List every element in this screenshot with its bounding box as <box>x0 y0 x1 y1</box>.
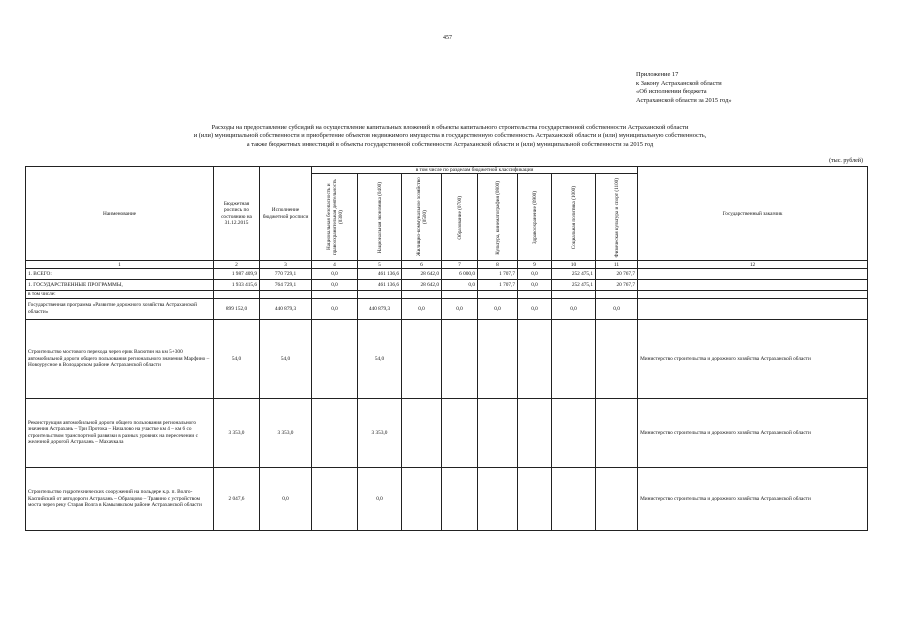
header-section-0400 <box>358 174 402 261</box>
section-label: Физическая культура и спорт (1100) <box>613 177 620 258</box>
empty-cell <box>596 467 638 530</box>
cell-executed: 3 353,0 <box>260 398 312 467</box>
appendix-line: Приложение 17 <box>636 71 679 78</box>
column-number: 7 <box>442 261 478 269</box>
row-name: Строительство гидротехнических сооружений на польдере к.р. п. Волго-Каспийский от автодороги Астрахань – Образцово – Травино с устройством моста через реку Старая Волга в Камызякском районе Астраханской области <box>26 467 214 530</box>
empty-cell <box>442 467 478 530</box>
cell-executed: 0,0 <box>260 467 312 530</box>
empty-cell <box>478 398 518 467</box>
column-number: 9 <box>518 261 552 269</box>
empty-cell <box>312 398 358 467</box>
section-label: Жилищно-коммунальное хозяйство (0500) <box>415 178 428 257</box>
cell-budget: 899 152,0 <box>214 298 260 319</box>
cell-0800: 1 707,7 <box>478 269 518 280</box>
header-section-0300 <box>312 174 358 261</box>
section-label: Национальная экономика (0400) <box>376 181 383 254</box>
empty-cell <box>442 319 478 398</box>
cell-budget: 2 047,6 <box>214 467 260 530</box>
cell-1100: 20 767,7 <box>596 269 638 280</box>
cell-0400: 461 136,6 <box>358 280 402 291</box>
cell-0300: 0,0 <box>312 280 358 291</box>
empty-cell <box>358 291 402 298</box>
cell-0900: 0,0 <box>518 298 552 319</box>
table-row-object <box>26 319 868 398</box>
cell-executed: 440 879,3 <box>260 298 312 319</box>
cell-customer: Министерство строительства и дорожного хозяйства Астраханской области <box>638 467 868 530</box>
cell-0700: 0,0 <box>442 280 478 291</box>
cell-0500: 28 642,0 <box>402 280 442 291</box>
header-section-0700 <box>442 174 478 261</box>
empty-cell <box>442 398 478 467</box>
header-section-0800 <box>478 174 518 261</box>
empty-cell <box>552 291 596 298</box>
cell-executed: 54,0 <box>260 319 312 398</box>
header-section-1000 <box>552 174 596 261</box>
empty-cell <box>552 467 596 530</box>
header-customer: Государственный заказчик <box>638 167 868 261</box>
cell-customer: Министерство строительства и дорожного хозяйства Астраханской области <box>638 398 868 467</box>
budget-table <box>25 166 868 531</box>
column-numbers-row <box>26 261 868 269</box>
empty-cell <box>518 319 552 398</box>
column-number: 11 <box>596 261 638 269</box>
column-number: 2 <box>214 261 260 269</box>
table-row-object <box>26 467 868 530</box>
cell-1100: 20 767,7 <box>596 280 638 291</box>
row-name: 1. ВСЕГО: <box>26 269 214 280</box>
cell-0700: 0,0 <box>442 298 478 319</box>
empty-cell <box>402 319 442 398</box>
column-number: 8 <box>478 261 518 269</box>
empty-cell <box>596 319 638 398</box>
cell-0900: 0,0 <box>518 269 552 280</box>
section-label: Здравоохранение (0900) <box>531 190 538 244</box>
cell-0900: 0,0 <box>518 280 552 291</box>
section-label: Культура, кинематография (0800) <box>494 180 501 255</box>
empty-cell <box>518 398 552 467</box>
empty-cell <box>596 291 638 298</box>
cell-0400: 461 136,6 <box>358 269 402 280</box>
title-line: Расходы на предоставление субсидий на осуществление капитальных вложений в объекты капитального строительства государственной собственности Астраханской области <box>211 124 689 131</box>
header-section-0500 <box>402 174 442 261</box>
empty-cell <box>402 291 442 298</box>
empty-cell <box>312 291 358 298</box>
empty-cell <box>638 291 868 298</box>
header-name: Наименование <box>26 167 214 261</box>
section-label: Национальная безопасность и правоохранительная деятельность (0300) <box>325 179 344 256</box>
header-section-1100 <box>596 174 638 261</box>
row-name: Строительство мостового перехода через ерик Васютин на км 5+300 автомобильной дороги общего пользования регионального значения Марфино – Новоурусное в Володарском районе Астраханской области <box>26 319 214 398</box>
cell-1000: 252 475,1 <box>552 280 596 291</box>
cell-0400: 440 879,3 <box>358 298 402 319</box>
empty-cell <box>596 398 638 467</box>
empty-cell <box>214 291 260 298</box>
empty-cell <box>552 398 596 467</box>
cell-executed: 764 729,1 <box>260 280 312 291</box>
cell-customer <box>638 269 868 280</box>
title-line: а также бюджетных инвестиций в объекты государственной собственности Астраханской области и (или) муниципальной собственности за 2015 год <box>246 140 654 148</box>
cell-customer <box>638 298 868 319</box>
empty-cell <box>312 319 358 398</box>
cell-0400: 3 353,0 <box>358 398 402 467</box>
empty-cell <box>478 291 518 298</box>
empty-cell <box>518 291 552 298</box>
column-number: 5 <box>358 261 402 269</box>
appendix-caption <box>636 71 732 105</box>
cell-0500: 28 642,0 <box>402 269 442 280</box>
header-section-0900 <box>518 174 552 261</box>
empty-cell <box>260 291 312 298</box>
column-number: 1 <box>26 261 214 269</box>
appendix-line: Астраханской области за 2015 год» <box>636 96 732 104</box>
table-row-total <box>26 269 868 280</box>
cell-customer: Министерство строительства и дорожного хозяйства Астраханской области <box>638 319 868 398</box>
cell-0400: 0,0 <box>358 467 402 530</box>
empty-cell <box>442 291 478 298</box>
header-executed: Исполнение бюджетной росписи <box>260 167 312 261</box>
empty-cell <box>552 319 596 398</box>
row-name: Реконструкция автомобильной дороги общего пользования регионального значения Астрахань – Три Протока – Началово на участке км 4 – км 6 со строительством транспортной развязки в разных уровнях на пересечении с железной дорогой Астрахань – Махачкала <box>26 398 214 467</box>
appendix-line: «Об исполнении бюджета <box>636 88 707 96</box>
empty-cell <box>312 467 358 530</box>
table-row-program <box>26 298 868 319</box>
page-number: 457 <box>443 35 452 41</box>
units-label: (тыс. рублей) <box>829 158 863 164</box>
cell-0500: 0,0 <box>402 298 442 319</box>
column-number: 10 <box>552 261 596 269</box>
row-name: 1. ГОСУДАРСТВЕННЫЕ ПРОГРАММЫ, <box>26 280 214 291</box>
cell-budget: 54,0 <box>214 319 260 398</box>
header-row <box>26 167 868 174</box>
section-label: Образование (0700) <box>456 195 463 240</box>
row-name: Государственная программа «Развитие дорожного хозяйства Астраханской области» <box>26 298 214 319</box>
title-line: и (или) муниципальной собственности и приобретение объектов недвижимого имущества в государственную собственность Астраханской области и (или) муниципальную собственность, <box>193 132 707 140</box>
document-title <box>90 124 810 149</box>
empty-cell <box>478 319 518 398</box>
column-number: 3 <box>260 261 312 269</box>
header-sections-group: в том числе по разделам бюджетной классификации <box>312 167 638 174</box>
cell-0300: 0,0 <box>312 298 358 319</box>
empty-cell <box>518 467 552 530</box>
cell-0800: 0,0 <box>478 298 518 319</box>
section-label: Социальная политика (1000) <box>570 185 577 250</box>
cell-0800: 1 707,7 <box>478 280 518 291</box>
cell-customer <box>638 280 868 291</box>
cell-executed: 770 729,1 <box>260 269 312 280</box>
cell-1000: 252 475,1 <box>552 269 596 280</box>
cell-0400: 54,0 <box>358 319 402 398</box>
table-row-object <box>26 398 868 467</box>
empty-cell <box>402 398 442 467</box>
empty-cell <box>402 467 442 530</box>
row-name: в том числе: <box>26 291 214 298</box>
header-budget-plan: Бюджетная роспись по состоянию на 31.12.2015 <box>214 167 260 261</box>
column-number: 12 <box>638 261 868 269</box>
appendix-line: к Закону Астраханской области <box>636 79 722 87</box>
cell-budget: 3 353,0 <box>214 398 260 467</box>
column-number: 6 <box>402 261 442 269</box>
column-number: 4 <box>312 261 358 269</box>
cell-0700: 6 000,0 <box>442 269 478 280</box>
empty-cell <box>478 467 518 530</box>
cell-budget: 1 933 415,6 <box>214 280 260 291</box>
table-row-including <box>26 291 868 298</box>
cell-0300: 0,0 <box>312 269 358 280</box>
table-row-gov-programs <box>26 280 868 291</box>
cell-1100: 0,0 <box>596 298 638 319</box>
cell-budget: 1 987 409,9 <box>214 269 260 280</box>
cell-1000: 0,0 <box>552 298 596 319</box>
